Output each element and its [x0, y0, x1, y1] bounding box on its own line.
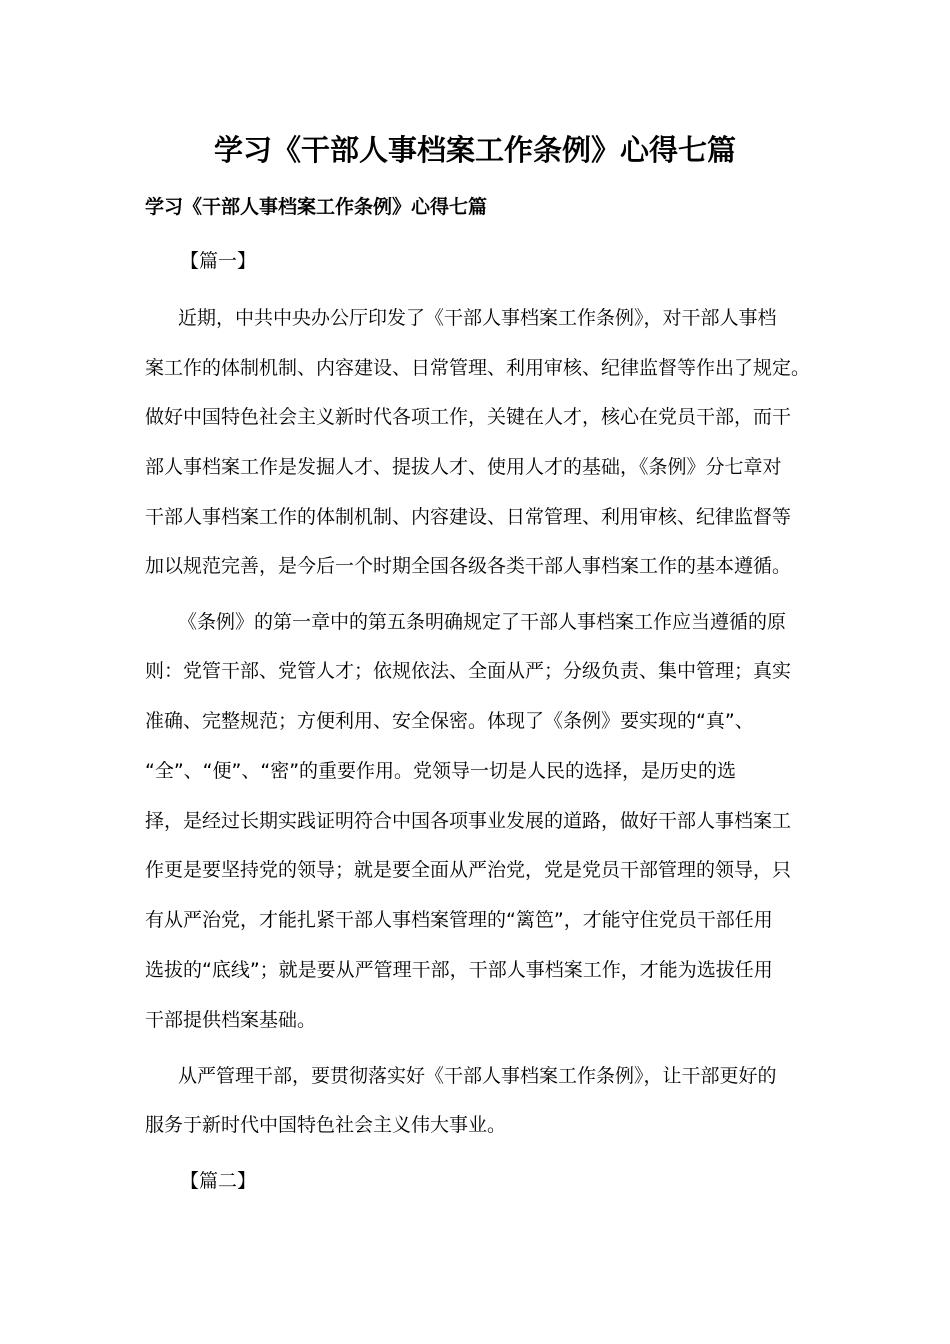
text-line: 择，是经过长期实践证明符合中国各项事业发展的道路，做好干部人事档案工	[145, 810, 792, 832]
text-line: 《条例》的第一章中的第五条明确规定了干部人事档案工作应当遵循的原	[178, 611, 787, 633]
text-line: 部人事档案工作是发掘人才、提拔人才、使用人才的基础，《条例》分七章对	[145, 456, 782, 478]
text-line: “全”、“便”、“密”的重要作用。党领导一切是人民的选择，是历史的选	[145, 760, 737, 782]
text-line: 作更是要坚持党的领导；就是要全面从严治党，党是党员干部管理的领导，只	[145, 859, 792, 881]
document-title: 学习《干部人事档案工作条例》心得七篇	[213, 133, 736, 167]
text-line: 准确、完整规范；方便利用、安全保密。体现了《条例》要实现的“真”、	[145, 710, 754, 732]
section-heading-two: 【篇二】	[180, 1170, 257, 1192]
text-line: 加以规范完善，是今后一个时期全国各级各类干部人事档案工作的基本遵循。	[145, 555, 792, 577]
text-line: 则：党管干部、党管人才；依规依法、全面从严；分级负责、集中管理；真实	[145, 660, 792, 682]
section-heading-one: 【篇一】	[180, 250, 257, 272]
text-line: 从严管理干部，要贯彻落实好《干部人事档案工作条例》，让干部更好的	[178, 1065, 777, 1087]
text-line: 干部提供档案基础。	[145, 1009, 317, 1031]
document-subtitle: 学习《干部人事档案工作条例》心得七篇	[145, 196, 488, 218]
text-line: 有从严治党，才能扎紧干部人事档案管理的“篱笆”，才能守住党员干部任用	[145, 909, 773, 931]
text-line: 案工作的体制机制、内容建设、日常管理、利用审核、纪律监督等作出了规定。	[145, 357, 811, 379]
text-line: 干部人事档案工作的体制机制、内容建设、日常管理、利用审核、纪律监督等	[145, 506, 792, 528]
text-line: 选拔的“底线”；就是要从严管理干部，干部人事档案工作，才能为选拔任用	[145, 959, 773, 981]
text-line: 服务于新时代中国特色社会主义伟大事业。	[145, 1114, 507, 1136]
text-line: 做好中国特色社会主义新时代各项工作，关键在人才，核心在党员干部，而干	[145, 406, 792, 428]
text-line: 近期，中共中央办公厅印发了《干部人事档案工作条例》，对干部人事档	[178, 307, 777, 329]
